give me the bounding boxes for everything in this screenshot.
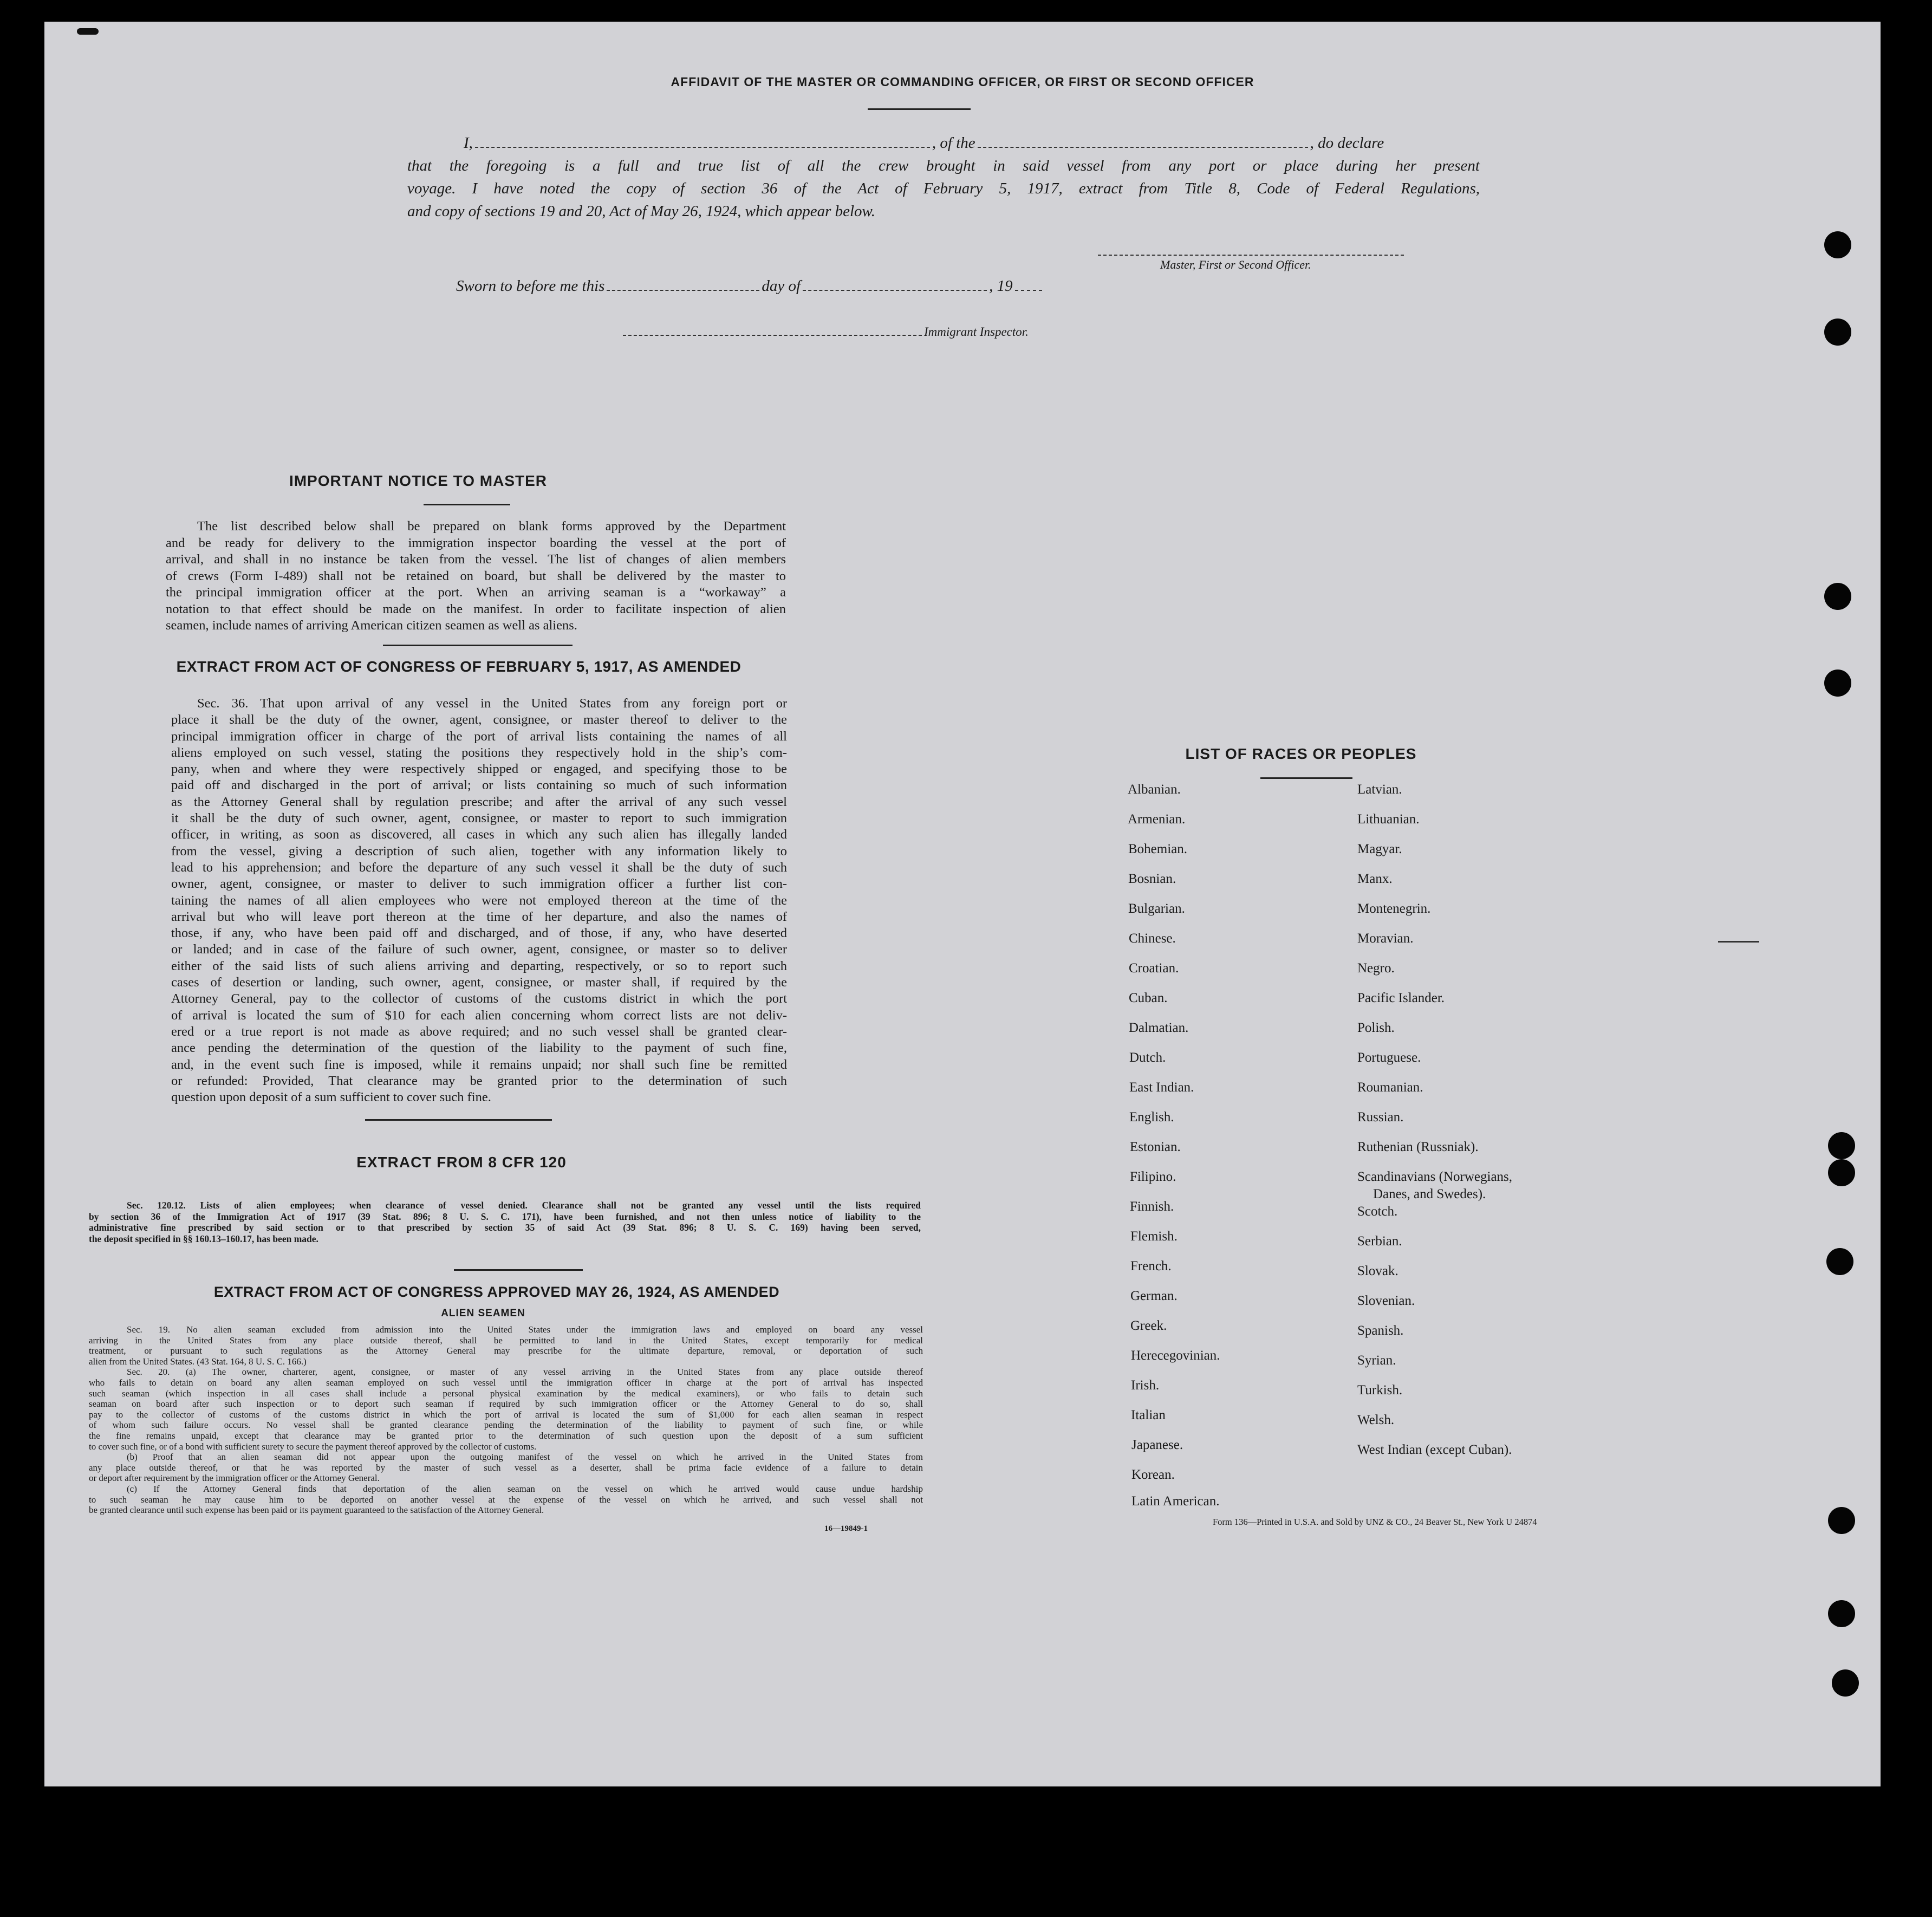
sec36-line: taining the names of all alien employees who were not employed thereon at the time of the [171,893,787,908]
sec36-line: from the vessel, giving a description of such alien, together with any information likely to [171,843,787,859]
extract-1917-title: EXTRACT FROM ACT OF CONGRESS OF FEBRUARY 5, 1917, AS AMENDED [176,658,741,675]
race-item: Pacific Islander. [1357,991,1445,1005]
notice-title-rule [424,504,510,505]
inspector-signature-line [623,325,1029,339]
edge-mark [77,28,99,35]
sec36-line: aliens employed on such vessel, stating the positions they respectively hold in the ship’s com- [171,745,787,760]
race-item: Dutch. [1129,1050,1166,1065]
punch-hole [1828,1600,1855,1627]
sec36-line: lead to his apprehension; and before the departure of any such vessel it shall be the duty of such [171,860,787,875]
race-item: Portuguese. [1357,1050,1421,1065]
notice-line: of crews (Form I-489) shall not be retained on board, but shall be delivered by the master to [166,568,786,583]
sec20-line: who fails to detain on board any alien seaman employed on such vessel until the immigration officer in charge at the port of arrival has inspected [89,1377,923,1388]
master-signature-label: Master, First or Second Officer. [1160,258,1311,271]
sec36-line: as the Attorney General shall by regulation prescribe; and after the arrival of any such vessel [171,794,787,809]
sworn-day-field[interactable] [607,290,759,291]
sec20-line: or deport after requirement by the immigration officer or the Attorney General. [89,1473,380,1484]
affidavit-of-label: , of the [932,134,975,152]
affidavit-declaration [407,134,1480,225]
affidavit-body-line: and copy of sections 19 and 20, Act of May 26, 1924, which appear below. [407,203,875,220]
punch-hole [1826,1248,1853,1275]
affidavit-body-line: that the foregoing is a full and true list of all the crew brought in said vessel from any port or place during her present [407,157,1480,174]
race-item: Bosnian. [1128,872,1176,886]
affidavit-i-label: I, [464,134,473,152]
notice-line: The list described below shall be prepared on blank forms approved by the Department [197,519,786,534]
race-item: Magyar. [1357,842,1402,856]
sec20-line: (b) Proof that an alien seaman did not appear upon the outgoing manifest of the vessel on which he arrived in the United States from [127,1452,923,1463]
sec19-line: treatment, or pursuant to such regulations as the Attorney General may prescribe for the ultimate departure, removal, or deportation of such [89,1346,923,1356]
sec20-line: (c) If the Attorney General finds that deportation of the alien seaman on the vessel on which he arrived would cause undue hardship [127,1483,923,1494]
sec36-line: and, in the event such fine is imposed, while it remains unpaid; nor shall such fine be remitted [171,1057,787,1072]
printer-footer: Form 136—Printed in U.S.A. and Sold by UNZ & CO., 24 Beaver St., New York U 24874 [1213,1517,1537,1527]
race-item: Manx. [1357,872,1393,886]
cfr-title: EXTRACT FROM 8 CFR 120 [356,1154,567,1171]
race-item: Danes, and Swedes). [1373,1187,1486,1201]
race-item: Lithuanian. [1357,812,1420,827]
sec36-line: of arrival is located the sum of $10 for each alien concerning whom correct lists are not deliv- [171,1008,787,1023]
race-item: Cuban. [1129,991,1168,1005]
race-item: Estonian. [1130,1140,1181,1154]
affidavit-name-line [407,134,1480,157]
race-item: Moravian. [1357,931,1414,946]
sec36-line: arrival but who will leave port thereon at the time of her departure, and also the names of [171,909,787,924]
race-item: Spanish. [1357,1323,1404,1338]
sec36-line: paid off and discharged in the port of arrival; or lists containing so much of such information [171,778,787,793]
race-item: Turkish. [1357,1383,1403,1398]
cfr-divider [454,1269,583,1271]
form-code: 16—19849-1 [824,1524,868,1533]
sec36-line: or landed; and in case of the failure of such owner, agent, consignee, or master so to deliver [171,942,787,957]
sec36-line: question upon deposit of a sum sufficient to cover such fine. [171,1090,491,1105]
race-item: Latin American. [1131,1494,1220,1509]
race-item: Chinese. [1129,931,1176,946]
race-item: Japanese. [1131,1438,1183,1452]
master-name-field[interactable] [475,147,930,148]
sec36-line: officer, in writing, as soon as discovered, all cases in which any such alien has illegally landed [171,827,787,842]
race-item: Roumanian. [1357,1080,1423,1095]
race-item: Serbian. [1357,1234,1402,1249]
sec36-line: cases of desertion or landing, such owner, agent, consignee, or master shall, if required by the [171,975,787,990]
notice-divider [383,645,573,646]
sec36-line: Attorney General, pay to the collector of customs of the customs district in which the port [171,991,787,1006]
notice-line: the principal immigration officer at the port. When an arriving seaman is a “workaway” a [166,585,786,600]
race-item: Finnish. [1130,1199,1174,1214]
cfr-text [89,1200,921,1244]
races-title: LIST OF RACES OR PEOPLES [1185,745,1417,762]
notice-title: IMPORTANT NOTICE TO MASTER [289,472,548,489]
year-prefix-label: , 19 [989,277,1013,295]
race-item: West Indian (except Cuban). [1357,1442,1512,1457]
sec36-line: those, if any, who have been paid off and discharged, and of those, if any, who have deserted [171,926,787,941]
sworn-line [456,277,1044,295]
race-item: English. [1129,1110,1174,1125]
race-item: Bulgarian. [1128,901,1185,916]
punch-hole [1832,1669,1859,1697]
sec20-line: seaman on board after such inspection or to deport such seaman if required by such immigration officer or the Attorney General to do so, shall [89,1399,923,1409]
race-item: Italian [1131,1408,1166,1422]
races-title-rule [1260,777,1352,779]
race-item: Herecegovinian. [1131,1348,1220,1363]
extract-1924-text [89,1324,923,1516]
sec20-line: of whom such failure occurs. No vessel shall be granted clearance pending the determination of the liability to payment of such fine, or while [89,1420,923,1431]
sec20-line: Sec. 20. (a) The owner, charterer, agent, consignee, or master of any vessel arriving in the United States from any place outside thereof [127,1367,923,1377]
punch-hole [1824,231,1851,258]
sec19-line: alien from the United States. (43 Stat. 164, 8 U. S. C. 166.) [89,1356,307,1367]
race-item: Korean. [1131,1467,1175,1482]
sec36-line: it shall be the duty of such owner, agent, consignee, or master to report to such immigration [171,811,787,826]
sec20-line: the fine remains unpaid, except that clearance may be granted prior to the determination of such question upon the deposit of a sum sufficient [89,1430,923,1441]
sec36-line: or refunded: Provided, That clearance may be granted prior to the determination of such [171,1073,787,1088]
race-item: Slovenian. [1357,1294,1415,1308]
sec36-line: place it shall be the duty of the owner, agent, consignee, or master thereof to deliver to the [171,712,787,727]
race-item: Croatian. [1129,961,1179,976]
race-item: Ruthenian (Russniak). [1357,1140,1479,1154]
race-item: Dalmatian. [1129,1021,1189,1035]
inspector-signature-field[interactable] [623,335,922,336]
edge-mark [1718,941,1759,943]
sec36-line: ered or a true report is not made as above required; and no such vessel shall be granted clear- [171,1024,787,1039]
race-item: Latvian. [1357,782,1402,797]
extract-1917-divider [365,1119,552,1121]
sec20-line: pay to the collector of customs of the customs district in which the port of arrival is located the sum of $1,000 for each alien seaman in respect [89,1409,923,1420]
race-item: Scandinavians (Norwegians, [1357,1169,1513,1184]
affidavit-title: AFFIDAVIT OF THE MASTER OR COMMANDING OFFICER, OR FIRST OR SECOND OFFICER [671,75,1254,89]
race-item: Negro. [1357,961,1395,976]
cfr-line: by section 36 of the Immigration Act of 1917 (39 Stat. 896; 8 U. S. C. 171), have been furnished, and not then unless notice of liability to the [89,1211,921,1222]
master-signature-field[interactable] [1098,255,1404,256]
race-item: Albanian. [1128,782,1181,797]
punch-hole [1824,319,1851,346]
sworn-month-field[interactable] [803,290,987,291]
cfr-line: administrative fine prescribed by said section or to that prescribed by section 35 of said Act (39 Stat. 896; 8 U. S. C. 169) having been served, [89,1222,921,1233]
notice-line: and be ready for delivery to the immigration inspector boarding the vessel at the port of [166,535,786,550]
sec20-line: to cover such fine, or of a bond with sufficient surety to secure the payment thereof approved by the collector of customs. [89,1441,537,1452]
race-item: German. [1130,1289,1178,1303]
race-item: Greek. [1130,1318,1167,1333]
punch-hole [1828,1159,1855,1186]
punch-hole [1824,670,1851,697]
notice-text [166,518,786,634]
race-item: Armenian. [1128,812,1186,827]
notice-line: arrival, and shall in no instance be taken from the vessel. The list of changes of alien members [166,552,786,567]
race-item: Flemish. [1130,1229,1178,1244]
extract-1917-text [171,696,787,1106]
race-item: East Indian. [1129,1080,1194,1095]
day-of-label: day of [762,277,801,295]
sworn-before-label: Sworn to before me this [456,277,605,295]
sec20-line: to such seaman he may cause him to be deported on another vessel at the expense of the vessel on which he arrived, and such vessel shall not [89,1494,923,1505]
sworn-year-field[interactable] [1015,290,1042,291]
race-item: Russian. [1357,1110,1404,1125]
race-item: Scotch. [1357,1204,1398,1219]
race-item: Irish. [1131,1378,1160,1393]
sec20-line: any place outside thereof, or that he was reported by the master of such vessel as a deserter, shall be prima facie evidence of a failure to detain [89,1462,923,1473]
sec36-line: ance pending the determination of the question of the liability to the payment of such fine, [171,1041,787,1056]
extract-1924-title: EXTRACT FROM ACT OF CONGRESS APPROVED MAY 26, 1924, AS AMENDED [213,1284,780,1300]
punch-hole [1828,1507,1855,1534]
sec20-line: such seaman (which inspection in all cases shall include a personal physical examination by the medical examiners), or who fails to detain such [89,1388,923,1399]
race-item: Bohemian. [1128,842,1188,856]
form-sheet [44,22,1881,1786]
race-item: Montenegrin. [1357,901,1431,916]
vessel-name-field[interactable] [978,147,1308,148]
sec36-line: Sec. 36. That upon arrival of any vessel in the United States from any foreign port or [197,696,787,711]
sec19-line: Sec. 19. No alien seaman excluded from admission into the United States under the immigration laws and employed on board any vessel [127,1324,923,1335]
alien-seamen-subtitle: ALIEN SEAMEN [441,1308,525,1319]
sec19-line: arriving in the United States from any place outside thereof, shall be permitted to land in the United States, except temporarily for medical [89,1335,923,1346]
affidavit-declare-label: , do declare [1310,134,1384,152]
race-item: Slovak. [1357,1264,1398,1278]
punch-hole [1828,1132,1855,1159]
race-item: Polish. [1357,1021,1395,1035]
cfr-line: Sec. 120.12. Lists of alien employees; when clearance of vessel denied. Clearance shall not be granted any vessel until the lists required [127,1200,921,1211]
notice-line: notation to that effect should be made on the manifest. In order to facilitate inspection of alien [166,601,786,616]
race-item: Filipino. [1130,1169,1176,1184]
notice-line: seamen, include names of arriving American citizen seamen as well as aliens. [166,618,577,633]
sec36-line: owner, agent, consignee, or master to deliver to such immigration officer a further list con- [171,876,787,892]
sec36-line: pany, when and where they were respectively shipped or engaged, and specifying those to be [171,762,787,777]
race-item: Welsh. [1357,1413,1395,1427]
sec36-line: either of the said lists of such aliens arriving and departing, respectively, or so to report such [171,958,787,973]
cfr-line: the deposit specified in §§ 160.13–160.17, has been made. [89,1233,318,1244]
affidavit-body-line: voyage. I have noted the copy of section 36 of the Act of February 5, 1917, extract from Title 8, Code of Federal Regulations, [407,180,1480,197]
race-item: Syrian. [1357,1353,1396,1368]
sec20-line: be granted clearance until such expense has been paid or its payment guaranteed to the satisfaction of the Attorney General. [89,1505,544,1516]
inspector-label: Immigrant Inspector. [924,325,1029,339]
affidavit-title-rule [868,108,971,110]
punch-hole [1824,583,1851,610]
sec36-line: principal immigration officer in charge of the port of arrival lists containing the names of all [171,729,787,744]
race-item: French. [1130,1259,1172,1273]
